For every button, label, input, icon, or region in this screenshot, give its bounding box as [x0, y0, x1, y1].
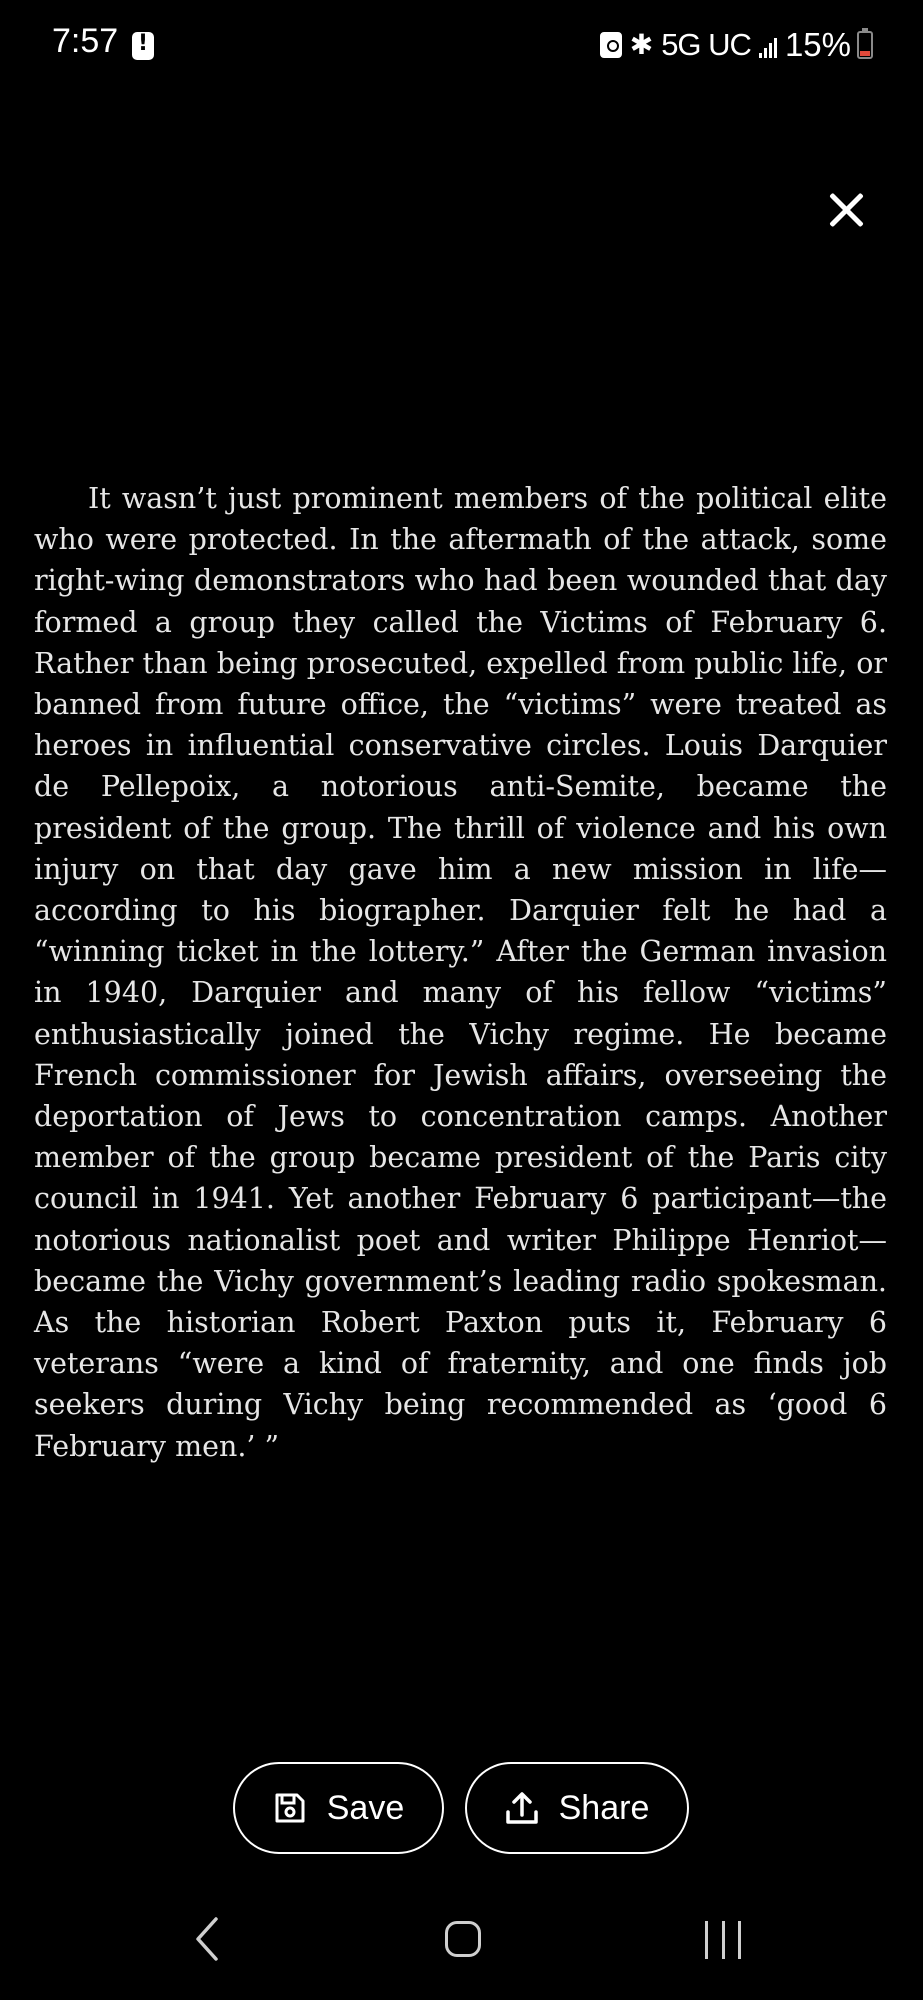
battery-level: 15% — [784, 26, 851, 63]
navigation-bar — [0, 1905, 923, 1975]
passage-text: It wasn’t just prominent members of the political elite who were protected. In the aftermath of the attack, some right-wing demonstrators who had been wounded that day formed a group they called the Victims of February 6. Rather than being prosecuted, expelled from public life, or banned from future office, the “victims” were treated as heroes in influential conservative circles. Louis Darquier de Pellepoix, a notorious anti-Semite, became the president of the group. The thrill of violence and his own injury on that day gave him a new mission in life—according to his biographer. Darquier felt he had a “winning ticket in the lottery.” After the German invasion in 1940, Darquier and many of his fellow “victims” enthusiastically joined the Vichy regime. He became French commissioner for Jewish affairs, overseeing the deportation of Jews to concentration camps. Another member of the group became president of the Paris city council in 1941. Yet another February 6 participant—the notorious nationalist poet and writer Philippe Henriot—became the Vichy government’s leading radio spokesman. As the historian Robert Paxton puts it, February 6 veterans “were a kind of fraternity, and one finds job seekers during Vichy being recommended as ‘good 6 February men.’ ” — [34, 482, 887, 1463]
action-bar — [0, 1762, 923, 1854]
alert-icon — [132, 32, 154, 60]
battery-icon — [857, 31, 873, 59]
share-icon — [505, 1790, 539, 1826]
status-bar — [0, 0, 923, 90]
back-icon[interactable] — [192, 1915, 222, 1963]
bluetooth-icon: ✱ — [629, 28, 654, 61]
signal-icon — [759, 36, 777, 58]
close-icon[interactable] — [826, 190, 866, 230]
status-indicators — [600, 22, 873, 68]
save-icon — [273, 1791, 307, 1825]
network-type: 5G UC — [661, 27, 751, 62]
share-label: Share — [558, 1788, 650, 1827]
recents-icon[interactable] — [705, 1921, 741, 1959]
sync-icon — [600, 32, 622, 58]
home-icon[interactable] — [445, 1921, 481, 1957]
status-time: 7:57 — [52, 22, 119, 60]
save-button[interactable] — [233, 1762, 444, 1854]
save-label: Save — [326, 1788, 405, 1827]
share-button[interactable] — [465, 1762, 689, 1854]
